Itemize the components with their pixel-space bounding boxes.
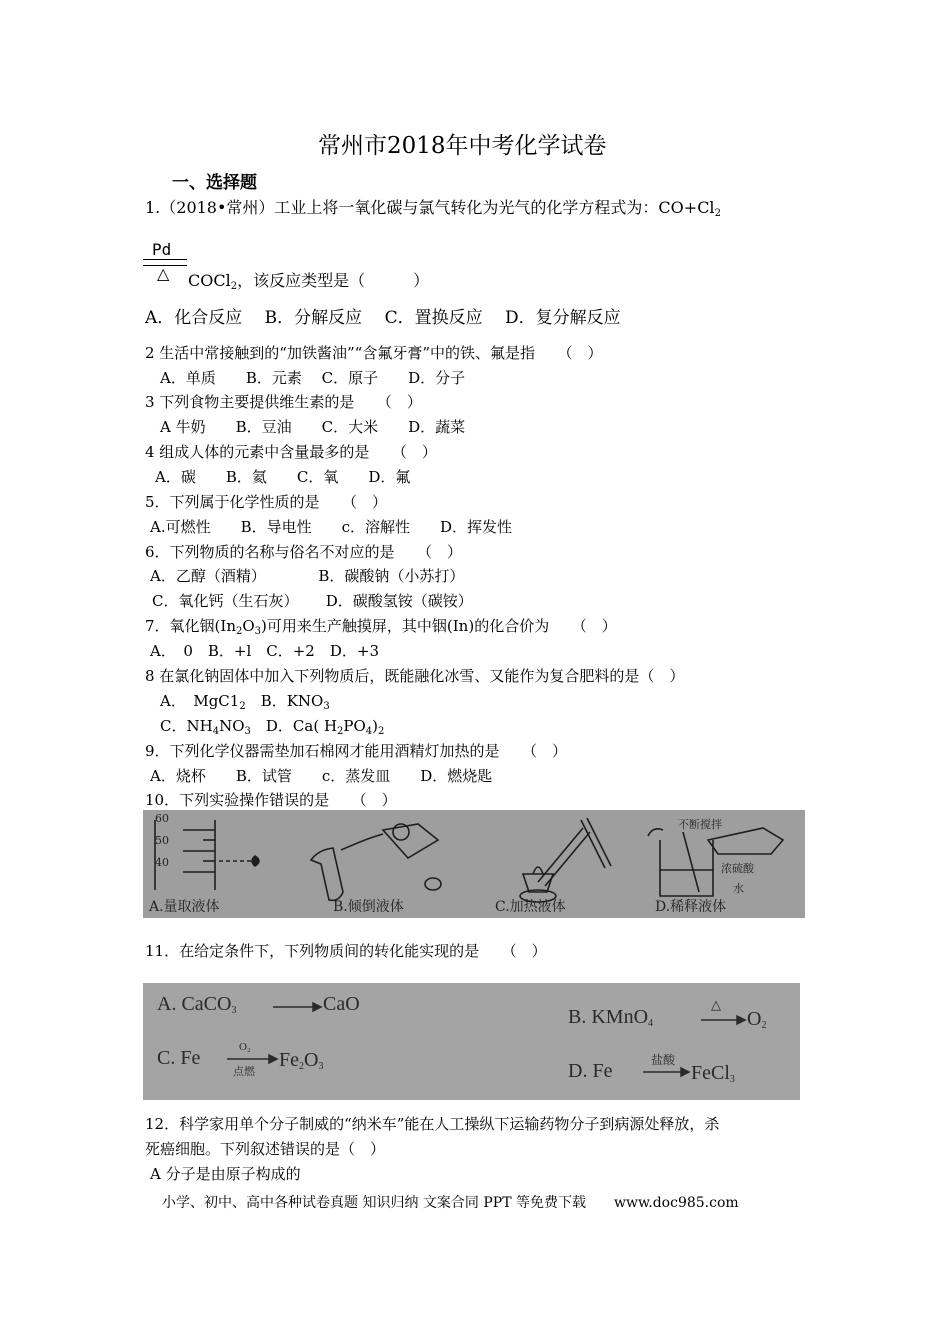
q5-stem: 5．下列属于化学性质的是 （ ）: [145, 493, 388, 511]
q10-caption-a: A.量取液体: [149, 899, 220, 915]
q11-eq-a: A. CaCO$_3$: [157, 993, 237, 1016]
q9-options: A．烧杯 B．试管 c．蒸发皿 D．燃烧匙: [150, 767, 493, 785]
q12-stem-line1: 12．科学家用单个分子制威的“纳米车”能在人工操纵下运输药物分子到病源处释放，杀: [145, 1115, 720, 1133]
q4-stem: 4 组成人体的元素中含量最多的是 （ ）: [145, 443, 437, 461]
q2-options: A．单质 B．元素 C．原子 D．分子: [160, 369, 466, 387]
q11-eq-b-product: $O_2$: [747, 1008, 767, 1031]
q11-eq-c-product: $Fe_2O_3$: [279, 1049, 324, 1072]
q11-eq-b-condition: △: [711, 997, 721, 1012]
q8-stem: 8 在氯化钠固体中加入下列物质后，既能融化冰雪、又能作为复合肥料的是（ ）: [145, 667, 685, 685]
q11-eq-c-condition-top: O₂: [239, 1041, 251, 1053]
q10-caption-c: C.加热液体: [495, 899, 566, 915]
q11-figure: [143, 983, 800, 1100]
q12-stem-line2: 死癌细胞。下列叙述错误的是（ ）: [145, 1140, 386, 1158]
q11-eq-b: B. KMnO$_4$: [568, 1006, 654, 1029]
q7-stem: 7．氧化铟$(In_2O_3)$可用来生产触摸屏，其中铟(In)的化合价为 （ ）: [145, 617, 617, 637]
q10-label-water: 水: [733, 882, 744, 895]
q6-stem: 6．下列物质的名称与俗名不对应的是 （ ）: [145, 543, 463, 561]
q9-stem: 9．下列化学仪器需垫加石棉网才能用酒精灯加热的是 （ ）: [145, 742, 568, 760]
q12-option-a: A 分子是由原子构成的: [150, 1165, 301, 1183]
q1-stem-line2: COCl$_2$，该反应类型是（ ）: [188, 271, 430, 292]
q11-eq-c: C. Fe: [157, 1047, 201, 1069]
q5-options: A.可燃性 B．导电性 c．溶解性 D．挥发性: [150, 518, 513, 536]
q8-option-ab: A． $MgC1_2$ B．$KNO_3$: [160, 692, 330, 712]
q3-options: A 牛奶 B．豆油 C．大米 D．蔬菜: [160, 418, 466, 436]
q10-label-stir: 不断搅拌: [678, 818, 722, 831]
q6-option-cd: C．氧化钙（生石灰） D．碳酸氢铵（碳铵）: [152, 592, 473, 610]
q1-catalyst: Pd: [152, 240, 172, 259]
q4-options: A．碳 B．氦 C．氧 D．氟: [155, 468, 411, 486]
q11-eq-d: D. Fe: [568, 1060, 613, 1082]
q6-option-ab: A．乙醇（酒精） B．碳酸钠（小苏打）: [150, 567, 465, 585]
page-title: 常州市2018年中考化学试卷: [318, 133, 607, 159]
q1-heat-symbol: △: [157, 264, 170, 283]
q8-option-cd: C．$NH_4NO_3$ D．Ca( $H_2PO_4)_2$: [160, 717, 385, 737]
page-footer: 小学、初中、高中各种试卷真题 知识归纳 文案合同 PPT 等免费下载 www.doc985.com: [162, 1195, 739, 1211]
q11-stem: 11．在给定条件下，下列物质间的转化能实现的是 （ ）: [145, 942, 547, 960]
q10-caption-d: D.稀释液体: [655, 899, 727, 915]
q10-stem: 10．下列实验操作错误的是 （ ）: [145, 791, 397, 809]
q1-stem: 1.（2018•常州）工业上将一氧化碳与氯气转化为光气的化学方程式为：$CO+Cl_2$: [145, 198, 721, 219]
q10-mark-60: 60: [155, 812, 169, 825]
q10-caption-b: B.倾倒液体: [333, 899, 404, 915]
q11-eq-c-condition-bottom: 点燃: [233, 1066, 255, 1078]
q1-options: A．化合反应 B．分解反应 C．置换反应 D．复分解反应: [145, 308, 621, 328]
q7-options: A． 0 B．+l C．+2 D．+3: [150, 642, 379, 660]
q11-eq-a-product: CaO: [323, 993, 360, 1015]
q3-stem: 3 下列食物主要提供维生素的是 （ ）: [145, 393, 422, 411]
section-heading: 一、选择题: [172, 173, 257, 193]
q11-eq-d-condition: 盐酸: [651, 1053, 676, 1067]
q11-eq-d-product: FeCl$_3$: [691, 1062, 735, 1085]
q10-figure: [143, 810, 805, 918]
q10-mark-50: 50: [155, 834, 169, 847]
q2-stem: 2 生活中常接触到的“加铁酱油”“含氟牙膏”中的铁、氟是指 （ ）: [145, 344, 603, 362]
q10-label-acid: 浓硫酸: [721, 862, 754, 875]
q10-mark-40: 40: [155, 856, 169, 869]
